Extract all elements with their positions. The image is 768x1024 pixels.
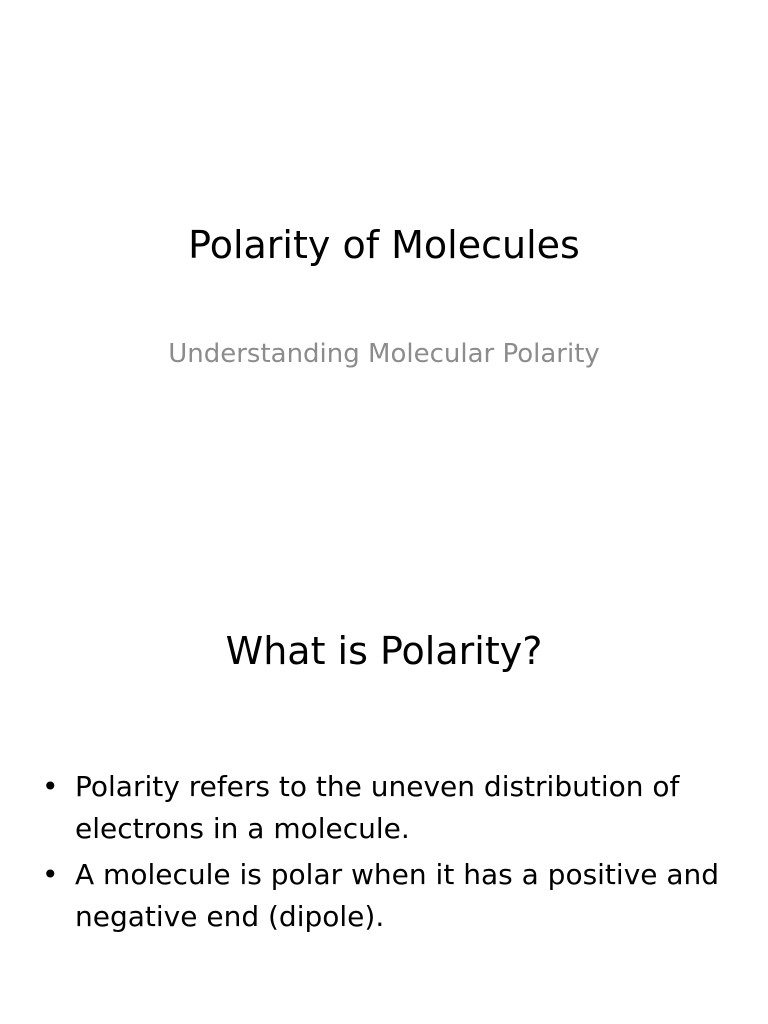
bullet-text: Polarity refers to the uneven distribution of electrons in a molecule. [75, 770, 680, 845]
bullet-icon: • [42, 858, 59, 891]
bullet-icon: • [42, 770, 59, 803]
slide-subtitle: Understanding Molecular Polarity [168, 339, 600, 369]
slide-title: Polarity of Molecules [188, 223, 580, 267]
bullet-list [36, 766, 736, 942]
content-slide [0, 576, 768, 1024]
bullet-text: A molecule is polar when it has a positive and negative end (dipole). [75, 858, 720, 933]
bullet-item [36, 766, 736, 850]
slide-heading: What is Polarity? [225, 629, 543, 673]
bullet-item [36, 854, 736, 938]
